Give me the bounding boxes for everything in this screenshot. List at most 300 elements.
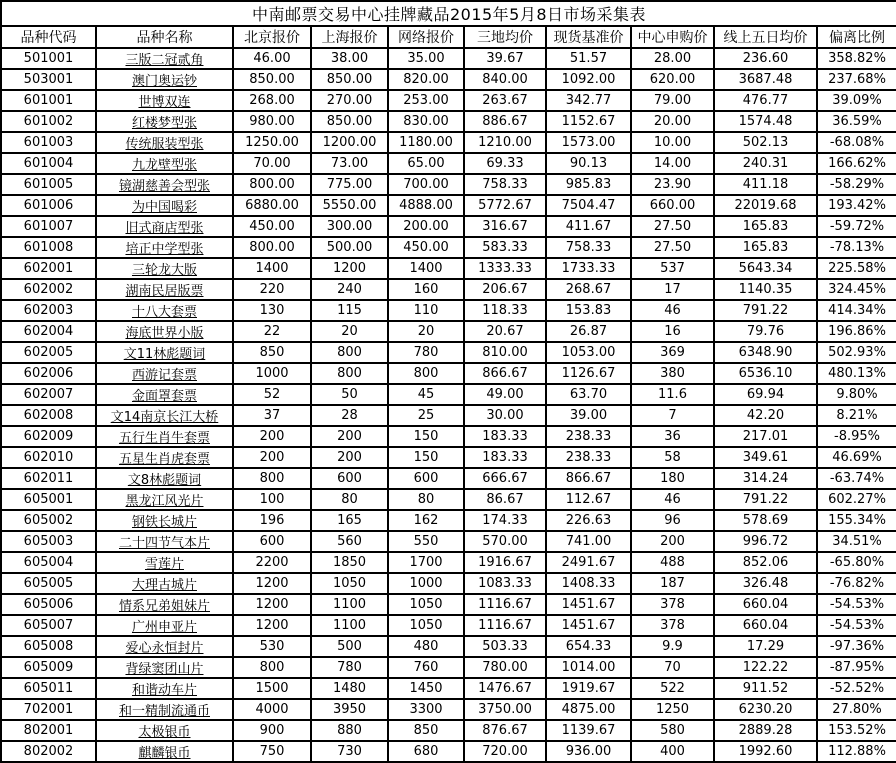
price-cell: 28.00 [631,48,714,69]
price-cell: 112.67 [546,489,631,510]
table-row [1,90,896,111]
price-cell: 200 [233,426,311,447]
price-cell: 1451.67 [546,594,631,615]
column-header: 线上五日均价 [714,26,817,48]
table-row [1,300,896,321]
price-cell: 866.67 [546,468,631,489]
price-cell: 1152.67 [546,111,631,132]
price-cell: 20.67 [464,321,546,342]
table-row [1,657,896,678]
price-cell: 758.33 [546,237,631,258]
table-row [1,195,896,216]
price-cell: 1050 [388,615,464,636]
price-cell: 560 [311,531,388,552]
product-name-link[interactable]: 镜湖慈善会型张 [96,174,233,195]
price-cell: 1000 [388,573,464,594]
price-cell: 1139.67 [546,720,631,741]
price-cell: 880 [311,720,388,741]
product-code: 605006 [1,594,96,615]
price-cell: 780 [388,342,464,363]
table-row [1,594,896,615]
product-code: 802001 [1,720,96,741]
price-cell: 238.33 [546,447,631,468]
price-cell: 46.69% [817,447,896,468]
price-cell: 502.93% [817,342,896,363]
product-code: 601005 [1,174,96,195]
price-cell: 1476.67 [464,678,546,699]
table-row [1,426,896,447]
price-cell: 1850 [311,552,388,573]
product-name-link[interactable]: 钢铁长城片 [96,510,233,531]
price-cell: 4000 [233,699,311,720]
table-row [1,153,896,174]
price-cell: 69.33 [464,153,546,174]
price-cell: 6230.20 [714,699,817,720]
price-cell: 666.67 [464,468,546,489]
price-cell: 800 [311,342,388,363]
price-cell: 52 [233,384,311,405]
price-cell: 1916.67 [464,552,546,573]
product-code: 601001 [1,90,96,111]
price-cell: -58.29% [817,174,896,195]
price-cell: 80 [311,489,388,510]
header-row [1,26,896,48]
product-code: 602009 [1,426,96,447]
price-cell: 300.00 [311,216,388,237]
price-cell: 1126.67 [546,363,631,384]
price-cell: 411.18 [714,174,817,195]
product-code: 602006 [1,363,96,384]
price-cell: 800 [233,657,311,678]
product-name-link[interactable]: 二十四节气本片 [96,531,233,552]
product-name-link[interactable]: 和谐动车片 [96,678,233,699]
price-cell: 39.67 [464,48,546,69]
product-name-link[interactable]: 爱心永恒封片 [96,636,233,657]
price-cell: 1500 [233,678,311,699]
table-row [1,699,896,720]
price-cell: 30.00 [464,405,546,426]
price-cell: 112.88% [817,741,896,762]
product-name-link[interactable]: 五行生肖牛套票 [96,426,233,447]
price-cell: 115 [311,300,388,321]
price-cell: 800.00 [233,174,311,195]
price-cell: 7504.47 [546,195,631,216]
price-cell: 27.50 [631,216,714,237]
product-code: 601004 [1,153,96,174]
product-name-link[interactable]: 九龙壁型张 [96,153,233,174]
price-cell: 500.00 [311,237,388,258]
price-cell: 165.83 [714,237,817,258]
price-cell: 450.00 [233,216,311,237]
price-cell: 488 [631,552,714,573]
product-code: 605009 [1,657,96,678]
price-cell: 58 [631,447,714,468]
product-code: 602001 [1,258,96,279]
price-cell: 270.00 [311,90,388,111]
product-code: 601006 [1,195,96,216]
price-cell: 1210.00 [464,132,546,153]
price-cell: 1200 [233,573,311,594]
price-cell: 193.42% [817,195,896,216]
column-header: 三地均价 [464,26,546,48]
price-cell: 150 [388,447,464,468]
price-cell: 349.61 [714,447,817,468]
price-cell: 70.00 [233,153,311,174]
price-cell: 73.00 [311,153,388,174]
price-cell: 780.00 [464,657,546,678]
price-cell: 583.33 [464,237,546,258]
price-cell: 165 [311,510,388,531]
price-cell: 180 [631,468,714,489]
table-row [1,258,896,279]
table-row [1,363,896,384]
price-cell: 600 [388,468,464,489]
product-code: 602011 [1,468,96,489]
table-row [1,174,896,195]
price-cell: 1053.00 [546,342,631,363]
price-cell: 237.68% [817,69,896,90]
price-cell: 1400 [388,258,464,279]
table-row [1,510,896,531]
product-code: 605002 [1,510,96,531]
product-name-link[interactable]: 金面罩套票 [96,384,233,405]
product-name-link[interactable]: 太极银币 [96,720,233,741]
price-cell: -76.82% [817,573,896,594]
product-name-link[interactable]: 海底世界小版 [96,321,233,342]
price-cell: 316.67 [464,216,546,237]
price-cell: 49.00 [464,384,546,405]
column-header: 品种名称 [96,26,233,48]
price-cell: 118.33 [464,300,546,321]
price-cell: 450.00 [388,237,464,258]
price-cell: 35.00 [388,48,464,69]
table-body [1,48,896,762]
price-cell: -59.72% [817,216,896,237]
price-cell: 810.00 [464,342,546,363]
product-name-link[interactable]: 和一精制流通币 [96,699,233,720]
price-cell: 36 [631,426,714,447]
price-cell: 660.04 [714,615,817,636]
price-cell: 20.00 [631,111,714,132]
price-cell: 750 [233,741,311,762]
price-cell: 263.67 [464,90,546,111]
column-header: 上海报价 [311,26,388,48]
product-code: 503001 [1,69,96,90]
price-cell: 70 [631,657,714,678]
price-cell: 253.00 [388,90,464,111]
product-name-link[interactable]: 黑龙江风光片 [96,489,233,510]
price-cell: 236.60 [714,48,817,69]
price-cell: 1116.67 [464,615,546,636]
price-cell: 1333.33 [464,258,546,279]
price-cell: 162 [388,510,464,531]
price-cell: -8.95% [817,426,896,447]
table-row [1,321,896,342]
price-cell: 1408.33 [546,573,631,594]
product-code: 605011 [1,678,96,699]
product-name-link[interactable]: 大理古城片 [96,573,233,594]
column-header: 网络报价 [388,26,464,48]
price-cell: 22019.68 [714,195,817,216]
price-cell: 820.00 [388,69,464,90]
price-cell: 1014.00 [546,657,631,678]
product-name-link[interactable]: 广州申亚片 [96,615,233,636]
price-cell: 3750.00 [464,699,546,720]
price-cell: 720.00 [464,741,546,762]
price-cell: 600 [311,468,388,489]
table-row [1,405,896,426]
price-cell: 1140.35 [714,279,817,300]
price-cell: 27.80% [817,699,896,720]
price-cell: 830.00 [388,111,464,132]
product-name-link[interactable]: 为中国喝彩 [96,195,233,216]
table-row [1,69,896,90]
price-cell: 1574.48 [714,111,817,132]
product-code: 602003 [1,300,96,321]
price-cell: 800.00 [233,237,311,258]
price-cell: 268.67 [546,279,631,300]
product-name-link[interactable]: 湖南民居版票 [96,279,233,300]
price-cell: 17 [631,279,714,300]
price-cell: 1400 [233,258,311,279]
column-header: 北京报价 [233,26,311,48]
price-cell: 1573.00 [546,132,631,153]
product-name-link[interactable]: 五星生肖虎套票 [96,447,233,468]
price-cell: 840.00 [464,69,546,90]
price-cell: -52.52% [817,678,896,699]
price-cell: 4875.00 [546,699,631,720]
price-cell: 45 [388,384,464,405]
price-cell: 1200 [311,258,388,279]
price-cell: 800 [233,468,311,489]
product-code: 605007 [1,615,96,636]
price-cell: 2200 [233,552,311,573]
price-cell: 850.00 [311,111,388,132]
price-cell: 1450 [388,678,464,699]
price-cell: 217.01 [714,426,817,447]
product-code: 602010 [1,447,96,468]
price-cell: 1992.60 [714,741,817,762]
product-name-link[interactable]: 三版二冠贰角 [96,48,233,69]
table-row [1,111,896,132]
price-cell: 110 [388,300,464,321]
price-cell: 37 [233,405,311,426]
product-name-link[interactable]: 十八大套票 [96,300,233,321]
price-cell: 600 [233,531,311,552]
product-code: 605003 [1,531,96,552]
table-row [1,573,896,594]
price-cell: 791.22 [714,489,817,510]
price-cell: 936.00 [546,741,631,762]
price-cell: 852.06 [714,552,817,573]
price-cell: 503.33 [464,636,546,657]
price-cell: 23.90 [631,174,714,195]
price-cell: 3687.48 [714,69,817,90]
price-cell: 6348.90 [714,342,817,363]
product-code: 501001 [1,48,96,69]
price-cell: 1700 [388,552,464,573]
price-cell: 680 [388,741,464,762]
price-cell: 79.76 [714,321,817,342]
price-cell: 6536.10 [714,363,817,384]
price-cell: 63.70 [546,384,631,405]
product-name-link[interactable]: 世博双连 [96,90,233,111]
price-cell: 1250 [631,699,714,720]
price-cell: 1480 [311,678,388,699]
price-cell: 51.57 [546,48,631,69]
price-cell: 20 [388,321,464,342]
product-name-link[interactable]: 西游记套票 [96,363,233,384]
price-cell: 476.77 [714,90,817,111]
product-name-link[interactable]: 红楼梦型张 [96,111,233,132]
price-cell: -68.08% [817,132,896,153]
price-cell: 122.22 [714,657,817,678]
product-name-link[interactable]: 旧式商店型张 [96,216,233,237]
price-cell: 730 [311,741,388,762]
price-cell: 1000 [233,363,311,384]
product-code: 601007 [1,216,96,237]
price-cell: 314.24 [714,468,817,489]
product-name-link[interactable]: 情系兄弟姐妹片 [96,594,233,615]
price-cell: 358.82% [817,48,896,69]
price-cell: 500 [311,636,388,657]
product-name-link[interactable]: 三轮龙大版 [96,258,233,279]
price-cell: -65.80% [817,552,896,573]
price-cell: 34.51% [817,531,896,552]
table-row [1,489,896,510]
product-name-link[interactable]: 雪莲片 [96,552,233,573]
product-code: 605008 [1,636,96,657]
price-cell: -54.53% [817,615,896,636]
product-name-link[interactable]: 培正中学型张 [96,237,233,258]
price-cell: 196 [233,510,311,531]
product-name-link[interactable]: 文8林彪题词 [96,468,233,489]
price-cell: 79.00 [631,90,714,111]
price-cell: 3950 [311,699,388,720]
price-cell: 480 [388,636,464,657]
price-cell: 16 [631,321,714,342]
price-cell: 522 [631,678,714,699]
price-cell: 7 [631,405,714,426]
price-cell: 183.33 [464,447,546,468]
product-code: 602005 [1,342,96,363]
price-cell: 42.20 [714,405,817,426]
price-cell: -78.13% [817,237,896,258]
price-cell: 225.58% [817,258,896,279]
product-code: 802002 [1,741,96,762]
price-cell: 780 [311,657,388,678]
price-cell: 153.52% [817,720,896,741]
price-cell: 36.59% [817,111,896,132]
price-cell: 4888.00 [388,195,464,216]
price-cell: 378 [631,594,714,615]
price-cell: 775.00 [311,174,388,195]
price-cell: 980.00 [233,111,311,132]
table-row [1,678,896,699]
price-cell: 200.00 [388,216,464,237]
price-cell: 160 [388,279,464,300]
price-cell: 1733.33 [546,258,631,279]
product-name-link[interactable]: 文11林彪题词 [96,342,233,363]
page-title: 中南邮票交易中心挂牌藏品2015年5月8日市场采集表 [1,1,896,26]
price-cell: 996.72 [714,531,817,552]
table-row [1,741,896,762]
price-cell: 1100 [311,615,388,636]
product-name-link[interactable]: 背绿窦团山片 [96,657,233,678]
price-cell: 86.67 [464,489,546,510]
product-code: 605001 [1,489,96,510]
price-cell: 342.77 [546,90,631,111]
price-cell: 238.33 [546,426,631,447]
column-header: 偏离比例 [817,26,896,48]
price-cell: 165.83 [714,216,817,237]
table-row [1,342,896,363]
price-cell: 28 [311,405,388,426]
table-row [1,279,896,300]
price-cell: 414.34% [817,300,896,321]
price-cell: 39.00 [546,405,631,426]
product-name-link[interactable]: 澳门奥运钞 [96,69,233,90]
price-cell: 27.50 [631,237,714,258]
price-cell: -63.74% [817,468,896,489]
product-name-link[interactable]: 文14南京长江大桥 [96,405,233,426]
price-cell: 153.83 [546,300,631,321]
price-cell: 25 [388,405,464,426]
price-cell: 268.00 [233,90,311,111]
price-cell: 1050 [388,594,464,615]
price-cell: -87.95% [817,657,896,678]
price-cell: 5550.00 [311,195,388,216]
price-cell: 20 [311,321,388,342]
price-cell: 220 [233,279,311,300]
product-name-link[interactable]: 麒麟银币 [96,741,233,762]
price-cell: 741.00 [546,531,631,552]
price-cell: 985.83 [546,174,631,195]
price-cell: 17.29 [714,636,817,657]
title-row [1,1,896,26]
price-cell: 200 [631,531,714,552]
product-name-link[interactable]: 传统服装型张 [96,132,233,153]
price-cell: 9.80% [817,384,896,405]
price-cell: 9.9 [631,636,714,657]
price-cell: 150 [388,426,464,447]
price-cell: 174.33 [464,510,546,531]
price-cell: 1092.00 [546,69,631,90]
product-code: 601002 [1,111,96,132]
table-row [1,216,896,237]
price-cell: 26.87 [546,321,631,342]
price-cell: 2889.28 [714,720,817,741]
price-cell: 411.67 [546,216,631,237]
price-cell: 200 [311,426,388,447]
price-cell: 130 [233,300,311,321]
price-cell: 850.00 [233,69,311,90]
price-cell: 580 [631,720,714,741]
price-cell: 850 [233,342,311,363]
price-cell: 570.00 [464,531,546,552]
price-cell: 502.13 [714,132,817,153]
price-cell: 911.52 [714,678,817,699]
price-cell: 1083.33 [464,573,546,594]
price-cell: 1180.00 [388,132,464,153]
price-cell: 1200 [233,594,311,615]
table-row [1,384,896,405]
price-cell: 100 [233,489,311,510]
price-cell: 1451.67 [546,615,631,636]
price-cell: 654.33 [546,636,631,657]
price-cell: 537 [631,258,714,279]
table-row [1,447,896,468]
